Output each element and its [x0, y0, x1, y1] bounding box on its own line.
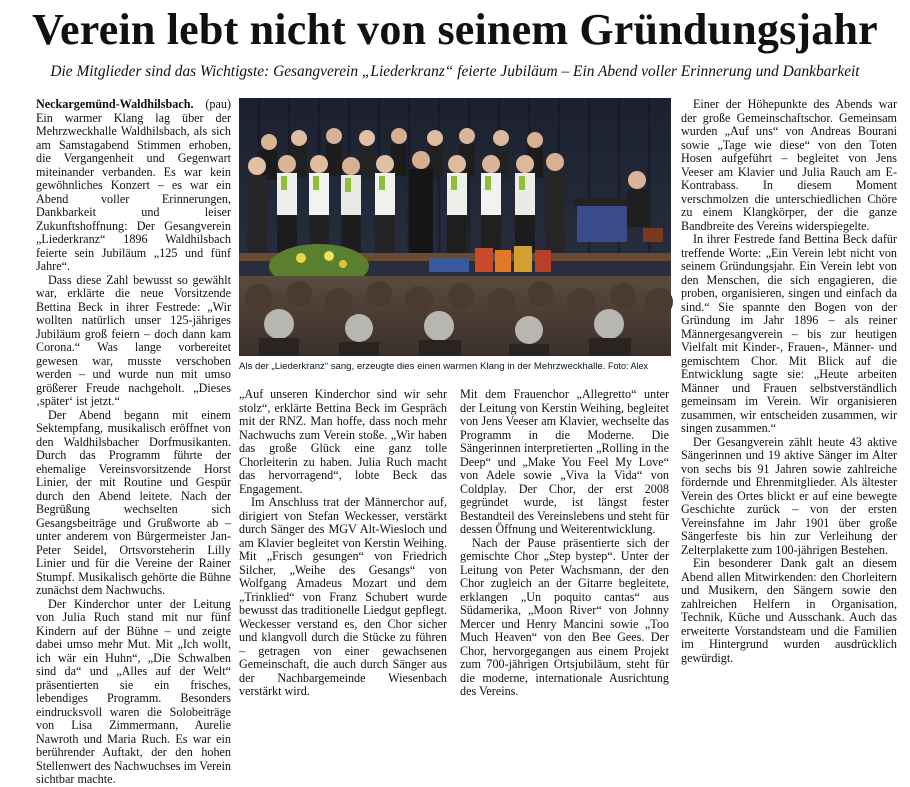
choir-photo-illustration [239, 98, 671, 356]
dateline: Neckargemünd-Waldhilsbach. [36, 97, 194, 111]
article-column-1 [36, 97, 231, 786]
paragraph: Einer der Höhepunkte des Abends war der große Gemeinschaftschor. Gemeinsam wurden „Auf uns“ von Andreas Bourani sowie „Tage wie diese“ von den Toten Hosen aufgeführt – begleitet von Jens Veeser am Klavier und Julia Rauch am E-Kontrabass. In diesem Moment verschmolzen die unterschiedlichen Chöre zu einem Klangkörper, der die ganze Bandbreite des Vereins widerspiegelte. [681, 97, 897, 233]
paragraph: Der Abend begann mit einem Sektempfang, musikalisch eröffnet von den Waldhilsbacher Dorfmusikanten. Durch das Programm führte der ehemalige Vereinsvorsitzende Horst Linier, der mit Routine und Gespür durch den Abend leitete. Nach der Begrüßung wechselten sich Gesangsbeiträge und Grußworte ab – unter anderem von Bürgermeister Jan-Peter Seidel, Ortsvorsteherin Lilly Linier und für die Vereine der Rainer Stumpf. Musikalisch gehörte die Bühne zunächst dem Nachwuchs. [36, 407, 231, 597]
paragraph: Nach der Pause präsentierte sich der gemischte Chor „Step bystep“. Unter der Leitung von Peter Wachsmann, der den Chor zugleich an der Gitarre begleitete, erklangen „Un poquito cantas“ aus Südamerika, „Moon River“ von Johnny Mercer und Henry Mancini sowie „Too Much Heaven“ von den Bee Gees. Der Chor, hervorgegangen aus einem Projekt zum 700-jährigen Ortsjubiläum, steht für die moderne, internationale Ausrichtung des Vereins. [460, 535, 669, 698]
article-column-4 [681, 98, 897, 670]
caption-text: Als der „Liederkranz“ sang, erzeugte dies einen warmen Klang in der Mehrzweckhalle. [239, 361, 606, 372]
paragraph: In ihrer Festrede fand Bettina Beck dafür treffende Worte: „Ein Verein lebt nicht von seinem Gründungsjahr. Ein Verein lebt von den Menschen, die sich engagieren, die proben, organisieren, singen und einfach da sind.“ Sie spannte den Bogen von der Gründung im Jahr 1896 – als reiner Männergesangverein – bis zur heutigen Vielfalt mit Kinder-, Frauen-, Männer- und gemischtem Chor. Mit Blick auf die Entwicklung sagte sie: „Heute arbeiten Männer und Frauen selbstverständlich gemeinsam im Verein. Wir organisieren zusammen, wir entscheiden zusammen, wir singen zusammen.“ [681, 232, 897, 435]
article-column-2 [239, 387, 447, 698]
paragraph: Mit dem Frauenchor „Allegretto“ unter der Leitung von Kerstin Weihing, begleitet von Jens Veeser am Klavier, wechselte das Programm in die Moderne. Die Sängerinnen interpretierten „Rolling in the Deep“ und „Make You Feel My Love“ von Adele sowie „Viva la Vida“ von Coldplay. Der Chor, der erst 2008 gegründet wurde, ist längst fester Bestandteil des Vereinslebens und steht für dessen Öffnung und Weiterentwicklung. [460, 387, 669, 536]
paragraph: Im Anschluss trat der Männerchor auf, dirigiert von Stefan Weckesser, verstärkt durch Sänger des MGV Alt-Wiesloch und am Klavier begleitet von Kerstin Weihing. Mit „Frisch gesungen“ von Friedrich Silcher, „Weihe des Gesangs“ von Wolfgang Amadeus Mozart und dem „Trinklied“ von Franz Schubert wurde bewusst das traditionelle Liedgut gepflegt. Weckesser verstand es, den Chor sicher und klangvoll durch die Stücke zu führen – getragen von einer gewachsenen Gemeinschaft, die auch durch Sänger aus der Nachbargemeinde Wiesenbach verstärkt wird. [239, 495, 447, 698]
choir-photo [239, 98, 671, 356]
photo-caption [239, 360, 671, 373]
paragraph-text: (pau) Ein warmer Klang lag über der Mehrzweckhalle Waldhilsbach, als sich am Samstagabend Stimmen erhoben, die Vergangenheit und Gegenwart miteinander verbanden. Es war kein gewöhnliches Konzert – es war ein Abend voller Erinnerungen, Dankbarkeit und leiser Zukunftshoffnung: Der Gesangverein „Liederkranz“ 1896 Waldhilsbach feierte sein Jubiläum „125 und fünf Jahre“. [36, 97, 231, 273]
article-column-3 [460, 387, 669, 698]
paragraph: Der Kinderchor unter der Leitung von Julia Ruch stand mit nur fünf Kindern auf der Bühne – und zeigte dabei umso mehr Mut. Mit „Ich wollt, ich wär ein Huhn“, „Die Schwalben sind da“ und „Alles auf der Welt“ präsentierten sie ein frisches, lebendiges Programm. Besonders eindrucksvoll waren die Solobeiträge von Lisa Zimmermann, Aurelie Nawroth und Maria Ruch. Es war ein berührender Auftakt, der den hohen Stellenwert des Nachwuchses im Verein sichtbar machte. [36, 596, 231, 786]
paragraph: „Auf unseren Kinderchor sind wir sehr stolz“, erklärte Bettina Beck im Gespräch mit der RNZ. Man hoffe, dass noch mehr Nachwuchs zum Verein stoße. „Wir haben das große Glück eine ganz tolle Chorleiterin zu haben. Julia Ruch macht das hervorragend“, lobte Beck das Engagement. [239, 387, 447, 496]
paragraph [36, 98, 231, 274]
paragraph: Dass diese Zahl bewusst so gewählt war, erklärte die neue Vorsitzende Bettina Beck in ihrer Festrede: „Wir wollten natürlich unser 125-jähriges Jubiläum groß feiern – doch dann kam Corona.“ Was lange vorbereitet gewesen war, musste verschoben werden – und wurde nun mit umso größerer Freude nachgeholt. „Dieses ‚später‘ ist jetzt.“ [36, 272, 231, 408]
subheadline: Die Mitglieder sind das Wichtigste: Gesangverein „Liederkranz“ feierte Jubiläum – Ein Abend voller Erinnerung und Dankbarkeit [50, 63, 860, 80]
photo-credit: Foto: Alex [608, 361, 649, 371]
paragraph: Ein besonderer Dank galt an diesem Abend allen Mitwirkenden: den Chorleitern und Musikern, den Sängern sowie den zahlreichen Helfern in Organisation, Technik, Küche und Ausschank. Auch das erweiterte Vorstandsteam und die Familien im Hintergrund wurden ausdrücklich gewürdigt. [681, 556, 897, 665]
paragraph: Der Gesangverein zählt heute 43 aktive Sängerinnen und 19 aktive Sänger im Alter von sechs bis 91 Jahren sowie zahlreiche fördernde und Ehrenmitglieder. Als ältester Verein des Ortes blickt er auf eine bewegte Geschichte zurück – von der ersten Vereinsfahne im Jahr 1901 über große Sängerfeste bis hin zur Verleihung der Zelterplakette zum 100-jährigen Bestehen. [681, 434, 897, 557]
headline: Verein lebt nicht von seinem Gründungsjahr [32, 5, 878, 54]
